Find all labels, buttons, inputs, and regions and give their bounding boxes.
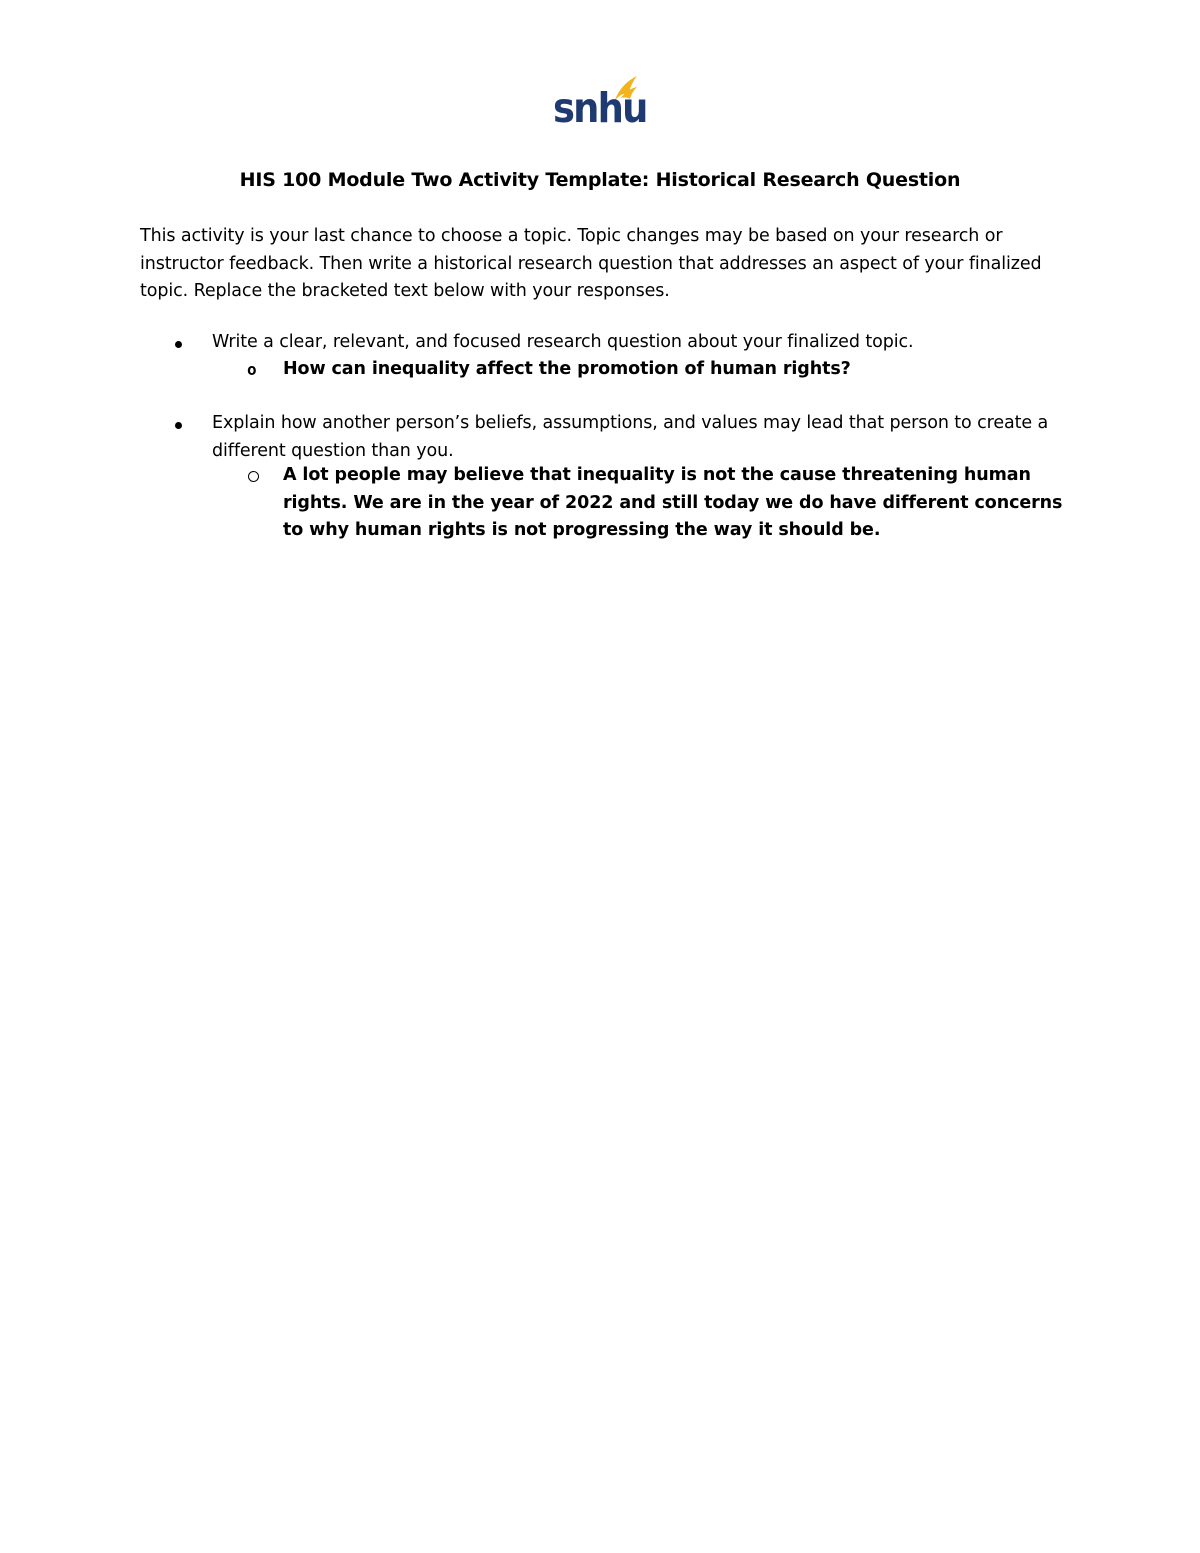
response-text[interactable]: How can inequality affect the promotion of human rights? bbox=[283, 359, 851, 379]
sub-bullet-icon bbox=[248, 471, 259, 482]
intro-paragraph bbox=[140, 223, 1060, 306]
snhu-logo bbox=[553, 72, 645, 134]
intro-text: This activity is your last chance to choose a topic. Topic changes may be based on your research or instructor feedback. Then write a historical research question that addresses an aspect of your finalized topic. Replace the bracketed text below with your responses. bbox=[140, 226, 1042, 301]
bullet-icon bbox=[175, 422, 182, 429]
page-title: HIS 100 Module Two Activity Template: Historical Research Question bbox=[239, 169, 961, 191]
bullet-icon bbox=[175, 341, 182, 348]
prompt-text: Write a clear, relevant, and focused research question about your finalized topic. bbox=[212, 332, 914, 352]
response-text[interactable]: A lot people may believe that inequality is not the cause threatening human rights. We are in the year of 2022 and still today we do have different concerns to why human rights is not progressing the way it should be. bbox=[283, 465, 1063, 540]
prompt-text: Explain how another person’s beliefs, assumptions, and values may lead that person to create a different question than you. bbox=[212, 413, 1049, 461]
logo-text: snhu bbox=[553, 84, 647, 132]
sub-bullet-icon: o bbox=[247, 360, 257, 379]
